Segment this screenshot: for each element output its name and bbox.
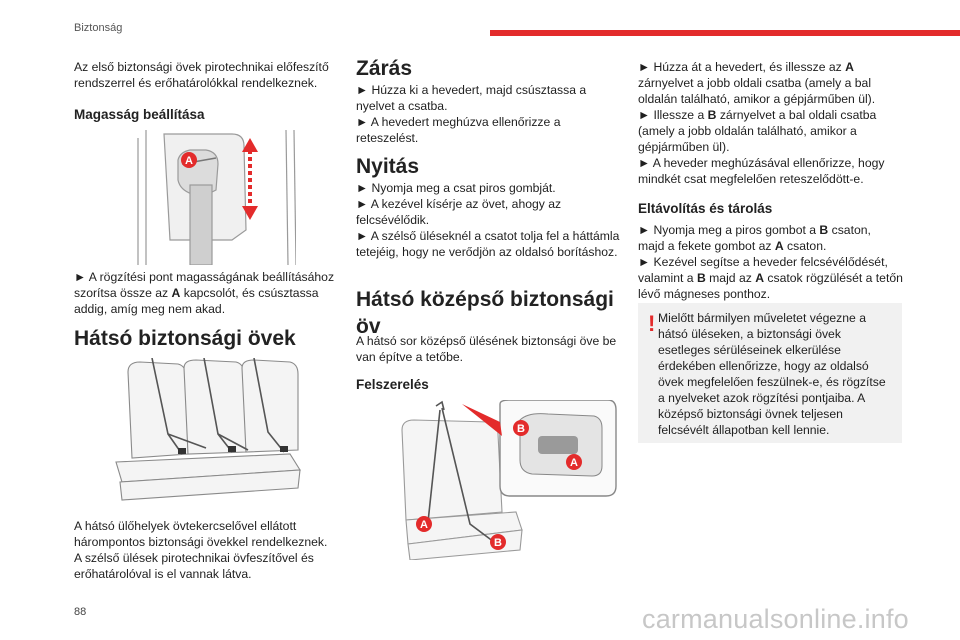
p1-bold: A [845,60,854,74]
p5-mid: majd az [705,271,756,285]
remove-step-1 [638,222,900,254]
p5-bold-2: A [755,271,765,285]
open-step-1: ► Nyomja meg a csat piros gombját. [356,181,556,195]
p4-bold-1: B [819,223,829,237]
label-a-marker-top: A [570,457,578,469]
p5-bold-1: B [696,271,706,285]
warning-icon: ! [648,311,656,336]
open-title: Nyitás [356,155,420,178]
p1-suffix: zárnyelvet a jobb oldali csatba (amely a bal oldalán található, amikor a gépjárműben ül). [638,76,876,106]
header-accent-bar [490,30,960,36]
height-text-prefix: ► A rögzítési pont magasságának beállításához szorítsa össze az [74,270,335,300]
lock-title: Zárás [356,57,413,80]
p4-prefix: ► Nyomja meg a piros gombot a [638,223,820,237]
p2-prefix: ► Illessze a [638,108,708,122]
remove-step-2 [638,254,904,302]
install-step-1 [638,59,900,107]
p5-suffix: csatok rögzülését a tetőn lévő mágneses ponthoz. [638,271,903,301]
remove-store-title: Eltávolítás és tárolás [638,201,773,216]
intro-text: Az első biztonsági övek pirotechnikai előfeszítő rendszerrel és erőhatárolókkal rendelkeznek. [74,60,329,90]
page-number: 88 [74,606,87,618]
center-belt-text: A hátsó sor középső ülésének biztonsági öve be van építve a tetőbe. [356,334,617,364]
label-b-marker-top: B [517,423,525,435]
section-label: Biztonság [74,22,123,34]
watermark: carmanualsonline.info [642,604,909,634]
height-adjust-title: Magasság beállítása [74,107,205,122]
label-a-marker: A [185,155,193,167]
center-belt-title: Hátsó középső biztonsági öv [356,288,614,338]
label-b-marker-bottom: B [494,537,502,549]
p2-suffix: zárnyelvet a bal oldali csatba (amely a jobb oldalán található, amikor a gépjárműben ül). [638,108,877,154]
p4-suffix: csaton. [783,239,827,253]
height-adjust-text [74,269,339,317]
open-step-2: ► A kezével kísérje az övet, ahogy az felcsévélődik. [356,197,562,227]
p4-mid: csaton, majd a fekete gombot az [638,223,871,253]
p2-bold: B [707,108,717,122]
height-adjust-illustration [136,130,296,265]
open-step-3: ► A szélső üléseknél a csatot tolja fel a háttámla tetejéig, hogy ne verődjön az oldalsó borításhoz. [356,229,620,259]
height-text-suffix: kapcsolót, és csúsztassa addig, amíg meg nem akad. [74,286,319,316]
lock-step-1: ► Húzza ki a hevedert, majd csúsztassa a nyelvet a csatba. [356,83,587,113]
install-title: Felszerelés [356,377,429,392]
height-text-bold: A [171,286,181,300]
rear-belts-title: Hátsó biztonsági övek [74,327,296,350]
warning-text: Mielőtt bármilyen műveletet végezne a hátsó üléseken, a biztonsági övek esetleges sérüléseinek elkerülése érdekében ellenőrizze, hogy az oldalsó övek megfelelően feszülnek-e, és rögzítse a nyelveket azok rögzítési pontjaiba. A középső biztonsági övnek teljesen felcsévélt állapotban kell lennie. [658,311,886,437]
lock-step-2: ► A hevedert meghúzva ellenőrizze a reteszelést. [356,115,561,145]
label-a-marker-bottom: A [420,519,428,531]
rear-seats-illustration [108,358,304,508]
rear-belts-text: A hátsó ülőhelyek övtekercselővel ellátott hárompontos biztonsági övekkel rendelkeznek. A szélső ülések pirotechnikai övfeszítővel és erőhatárolóval is el vannak látva. [74,519,328,581]
install-step-3: ► A heveder meghúzásával ellenőrizze, hogy mindkét csat megfelelően reteszelődött-e. [638,156,885,186]
p4-bold-2: A [774,239,784,253]
center-belt-illustration [398,400,620,560]
p5-prefix: ► Kezével segítse a heveder felcsévélődését, valamint a [638,255,888,285]
install-step-2 [638,107,900,155]
p1-prefix: ► Húzza át a hevedert, és illessze az [638,60,846,74]
